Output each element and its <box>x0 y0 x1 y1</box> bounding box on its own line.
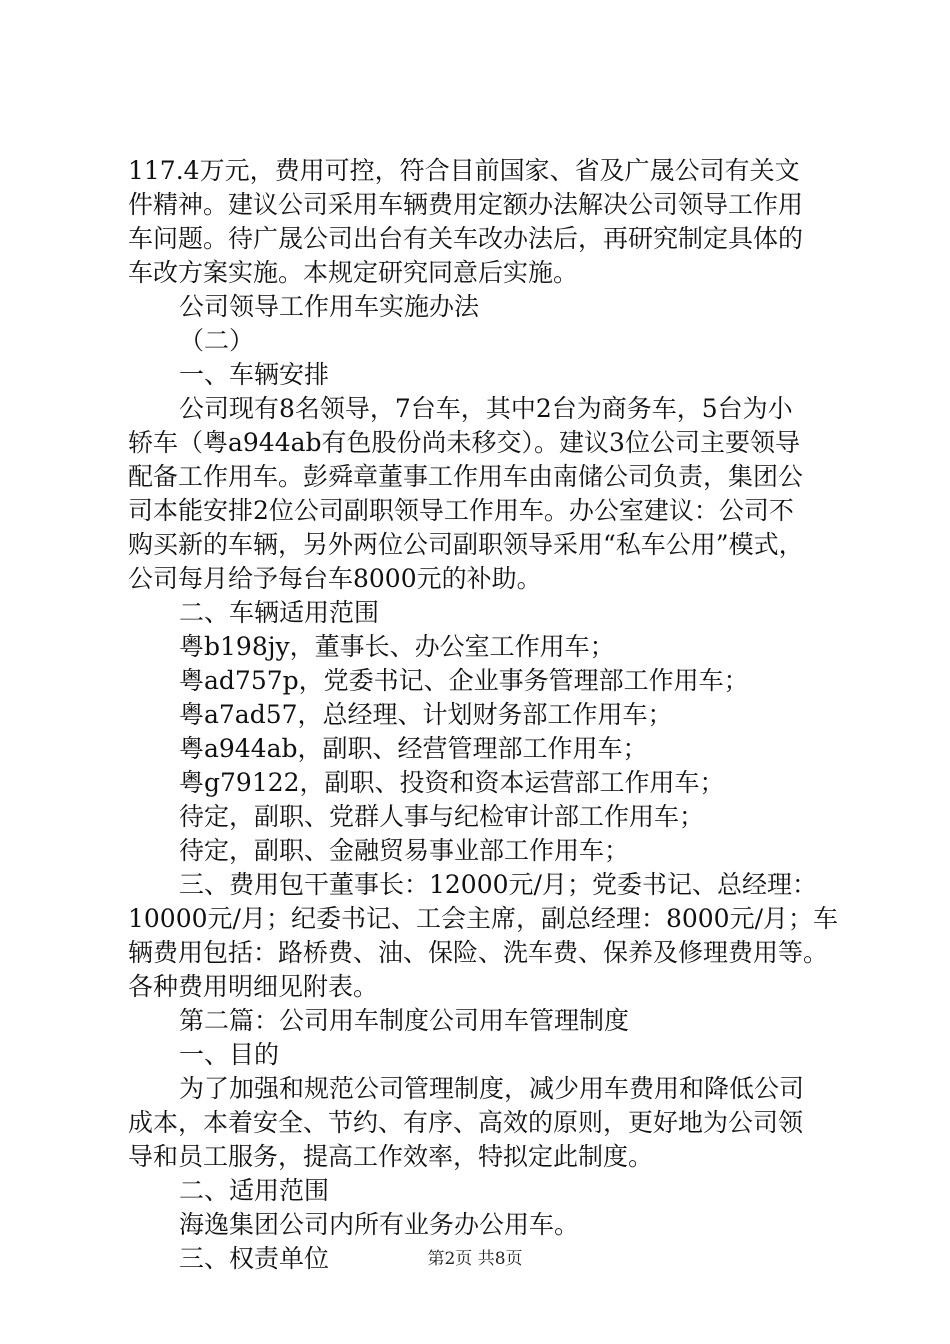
text-line: 待定，副职、金融贸易事业部工作用车； <box>179 836 630 865</box>
text-line: 117.4万元，费用可控，符合目前国家、省及广晟公司有关文 <box>128 156 800 185</box>
text-line: 车改方案实施。本规定研究同意后实施。 <box>128 258 579 287</box>
text-line: 辆费用包括：路桥费、油、保险、洗车费、保养及修理费用等。 <box>128 938 829 967</box>
text-line: 配备工作用车。彭舜章董事工作用车由南储公司负责，集团公 <box>128 462 804 491</box>
text-line: 粤a944ab，副职、经营管理部工作用车； <box>179 734 648 763</box>
text-line: 粤a7ad57，总经理、计划财务部工作用车； <box>179 700 673 729</box>
text-line: 二、车辆适用范围 <box>179 598 380 627</box>
text-line: 一、车辆安排 <box>179 360 330 389</box>
text-line: 10000元/月；纪委书记、工会主席，副总经理：8000元/月；车 <box>128 904 838 933</box>
text-line: 一、目的 <box>179 1040 280 1069</box>
text-line: 各种费用明细见附表。 <box>128 972 379 1001</box>
text-line: 车问题。待广晟公司出台有关车改办法后，再研究制定具体的 <box>128 224 804 253</box>
text-line: 公司每月给予每台车8000元的补助。 <box>128 564 542 593</box>
text-line: 三、费用包干董事长：12000元/月；党委书记、总经理： <box>179 870 817 899</box>
text-line: 件精神。建议公司采用车辆费用定额办法解决公司领导工作用 <box>128 190 804 219</box>
page-footer: 第2页 共8页 <box>427 1249 523 1269</box>
document-body <box>128 154 858 1276</box>
text-line: 三、权责单位 <box>179 1244 330 1273</box>
text-line: （二） <box>179 326 255 355</box>
text-line: 公司现有8名领导，7台车，其中2台为商务车，5台为小 <box>179 394 793 423</box>
text-line: 粤g79122，副职、投资和资本运营部工作用车； <box>179 768 725 797</box>
text-line: 粤ad757p，党委书记、企业事务管理部工作用车； <box>179 666 749 695</box>
text-line: 待定，副职、党群人事与纪检审计部工作用车； <box>179 802 705 831</box>
text-line: 轿车（粤a944ab有色股份尚未移交）。建议3位公司主要领导 <box>128 428 800 457</box>
text-line: 导和员工服务，提高工作效率，特拟定此制度。 <box>128 1142 654 1171</box>
text-line: 二、适用范围 <box>179 1176 330 1205</box>
text-line: 粤b198jy，董事长、办公室工作用车； <box>179 632 615 661</box>
text-line: 公司领导工作用车实施办法 <box>179 292 480 321</box>
text-line: 购买新的车辆，另外两位公司副职领导采用“私车公用”模式， <box>128 530 804 559</box>
text-line: 第二篇：公司用车制度公司用车管理制度 <box>179 1006 630 1035</box>
text-line: 司本能安排2位公司副职领导工作用车。办公室建议：公司不 <box>128 496 794 525</box>
text-line: 成本，本着安全、节约、有序、高效的原则，更好地为公司领 <box>128 1108 804 1137</box>
text-line: 为了加强和规范公司管理制度，减少用车费用和降低公司 <box>179 1074 805 1103</box>
text-line: 海逸集团公司内所有业务办公用车。 <box>179 1210 580 1239</box>
